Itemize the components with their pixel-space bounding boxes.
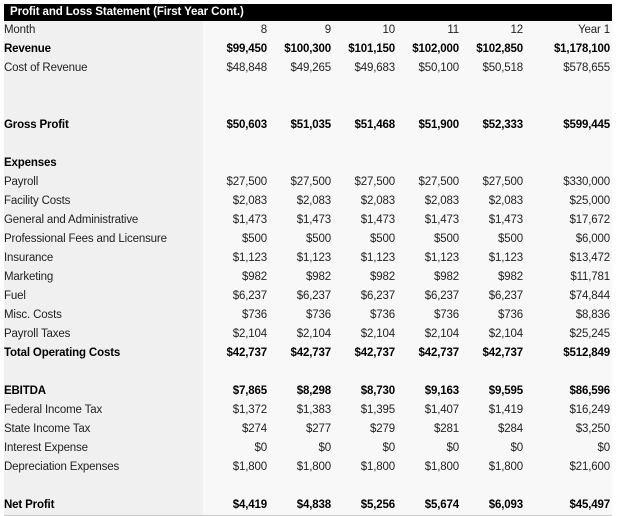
row-value: $1,419 <box>459 401 523 420</box>
row-value: $1,123 <box>395 249 459 268</box>
row-value: $8,298 <box>267 382 331 401</box>
spacer-cell <box>331 477 395 496</box>
row-value: $1,383 <box>267 401 331 420</box>
row-value: $16,249 <box>523 401 612 420</box>
row-label: Federal Income Tax <box>4 401 203 420</box>
table-row <box>4 40 612 59</box>
table-row <box>4 154 612 173</box>
spacer-cell <box>459 363 523 382</box>
row-label: Gross Profit <box>4 116 203 135</box>
row-value: $512,849 <box>523 344 612 363</box>
row-value: $50,518 <box>459 59 523 78</box>
row-value: $42,737 <box>395 344 459 363</box>
row-value: $8,836 <box>523 306 612 325</box>
spacer-cell <box>203 135 267 154</box>
spacer-cell <box>459 135 523 154</box>
row-value: $49,265 <box>267 59 331 78</box>
row-value: $27,500 <box>267 173 331 192</box>
row-value: $1,800 <box>331 458 395 477</box>
row-value: $13,472 <box>523 249 612 268</box>
row-label: Total Operating Costs <box>4 344 203 363</box>
table-row <box>4 325 612 344</box>
table-row <box>4 496 612 516</box>
table-row <box>4 59 612 78</box>
column-header-m9: 9 <box>267 21 331 40</box>
row-value <box>523 154 612 173</box>
statement-title: Profit and Loss Statement (First Year Cont.) <box>4 4 612 21</box>
row-value <box>331 154 395 173</box>
row-label: Payroll Taxes <box>4 325 203 344</box>
row-label: Facility Costs <box>4 192 203 211</box>
spacer-cell <box>395 135 459 154</box>
row-value: $1,123 <box>203 249 267 268</box>
row-value <box>203 154 267 173</box>
spacer-cell <box>203 97 267 116</box>
row-value: $5,674 <box>395 496 459 516</box>
row-value: $2,083 <box>395 192 459 211</box>
spacer-cell <box>4 363 203 382</box>
row-value: $1,123 <box>459 249 523 268</box>
row-value: $1,800 <box>459 458 523 477</box>
spacer-cell <box>331 97 395 116</box>
row-label: Fuel <box>4 287 203 306</box>
table-row <box>4 116 612 135</box>
row-value: $27,500 <box>203 173 267 192</box>
spacer-cell <box>4 78 203 97</box>
row-value: $500 <box>203 230 267 249</box>
row-value: $27,500 <box>459 173 523 192</box>
row-value: $0 <box>459 439 523 458</box>
spacer-cell <box>267 78 331 97</box>
row-value: $42,737 <box>331 344 395 363</box>
row-value: $25,245 <box>523 325 612 344</box>
spacer-row <box>4 363 612 382</box>
row-value: $0 <box>331 439 395 458</box>
row-value: $2,104 <box>331 325 395 344</box>
spacer-cell <box>267 477 331 496</box>
spacer-cell <box>459 477 523 496</box>
row-value: $982 <box>267 268 331 287</box>
row-value: $42,737 <box>203 344 267 363</box>
table-row <box>4 173 612 192</box>
row-label: General and Administrative <box>4 211 203 230</box>
spacer-cell <box>203 477 267 496</box>
row-value: $6,093 <box>459 496 523 516</box>
table-row <box>4 306 612 325</box>
row-value: $1,473 <box>395 211 459 230</box>
row-value: $0 <box>267 439 331 458</box>
spacer-cell <box>4 135 203 154</box>
spacer-cell <box>395 78 459 97</box>
row-value: $274 <box>203 420 267 439</box>
row-value: $9,595 <box>459 382 523 401</box>
row-label: Interest Expense <box>4 439 203 458</box>
table-row <box>4 211 612 230</box>
table-body <box>4 21 612 516</box>
row-value <box>395 154 459 173</box>
row-value: $2,083 <box>267 192 331 211</box>
row-value: $42,737 <box>267 344 331 363</box>
row-value: $49,683 <box>331 59 395 78</box>
row-value: $4,838 <box>267 496 331 516</box>
row-value: $25,000 <box>523 192 612 211</box>
spacer-cell <box>523 363 612 382</box>
row-label: Cost of Revenue <box>4 59 203 78</box>
row-value: $51,900 <box>395 116 459 135</box>
row-value: $100,300 <box>267 40 331 59</box>
row-value: $599,445 <box>523 116 612 135</box>
row-value: $500 <box>331 230 395 249</box>
row-label: Marketing <box>4 268 203 287</box>
row-value: $1,372 <box>203 401 267 420</box>
row-label: EBITDA <box>4 382 203 401</box>
row-value: $982 <box>203 268 267 287</box>
spacer-cell <box>331 363 395 382</box>
row-value: $736 <box>331 306 395 325</box>
row-value: $1,473 <box>459 211 523 230</box>
table-row <box>4 192 612 211</box>
table-header-row <box>4 21 612 40</box>
spacer-cell <box>267 363 331 382</box>
row-value: $500 <box>267 230 331 249</box>
row-value: $6,237 <box>203 287 267 306</box>
profit-and-loss-table <box>4 21 612 516</box>
row-value: $2,104 <box>203 325 267 344</box>
row-value: $1,395 <box>331 401 395 420</box>
row-value: $11,781 <box>523 268 612 287</box>
row-value: $101,150 <box>331 40 395 59</box>
row-value: $6,237 <box>267 287 331 306</box>
row-value: $0 <box>523 439 612 458</box>
column-header-m8: 8 <box>203 21 267 40</box>
row-value: $21,600 <box>523 458 612 477</box>
row-value: $7,865 <box>203 382 267 401</box>
table-row <box>4 420 612 439</box>
row-value: $51,468 <box>331 116 395 135</box>
row-value: $279 <box>331 420 395 439</box>
spacer-row <box>4 135 612 154</box>
spacer-cell <box>523 97 612 116</box>
spacer-cell <box>395 477 459 496</box>
column-header-m11: 11 <box>395 21 459 40</box>
row-value: $51,035 <box>267 116 331 135</box>
row-value: $0 <box>395 439 459 458</box>
row-value: $0 <box>203 439 267 458</box>
row-value: $52,333 <box>459 116 523 135</box>
row-value: $736 <box>395 306 459 325</box>
spacer-cell <box>203 78 267 97</box>
row-label: Depreciation Expenses <box>4 458 203 477</box>
row-value: $5,256 <box>331 496 395 516</box>
row-label: Misc. Costs <box>4 306 203 325</box>
row-value: $1,407 <box>395 401 459 420</box>
row-value: $9,163 <box>395 382 459 401</box>
row-value <box>459 154 523 173</box>
row-value: $6,237 <box>331 287 395 306</box>
spacer-cell <box>203 363 267 382</box>
row-value: $4,419 <box>203 496 267 516</box>
spacer-cell <box>459 97 523 116</box>
row-value: $1,800 <box>267 458 331 477</box>
row-value: $281 <box>395 420 459 439</box>
row-value: $48,848 <box>203 59 267 78</box>
row-value: $1,123 <box>267 249 331 268</box>
row-label: Expenses <box>4 154 203 173</box>
table-row <box>4 344 612 363</box>
row-value: $74,844 <box>523 287 612 306</box>
row-value: $2,104 <box>459 325 523 344</box>
row-value: $2,083 <box>331 192 395 211</box>
row-value: $1,800 <box>395 458 459 477</box>
spacer-cell <box>523 135 612 154</box>
row-label: Professional Fees and Licensure <box>4 230 203 249</box>
row-value: $284 <box>459 420 523 439</box>
row-value: $500 <box>459 230 523 249</box>
row-value: $45,497 <box>523 496 612 516</box>
row-value: $17,672 <box>523 211 612 230</box>
row-value: $500 <box>395 230 459 249</box>
row-value: $2,083 <box>203 192 267 211</box>
row-label: Payroll <box>4 173 203 192</box>
row-value: $1,473 <box>203 211 267 230</box>
spacer-row <box>4 78 612 97</box>
row-value: $42,737 <box>459 344 523 363</box>
column-header-m10: 10 <box>331 21 395 40</box>
row-value: $1,800 <box>203 458 267 477</box>
column-header-m12: 12 <box>459 21 523 40</box>
spacer-row <box>4 97 612 116</box>
table-row <box>4 268 612 287</box>
row-value: $982 <box>331 268 395 287</box>
spacer-cell <box>267 97 331 116</box>
spacer-cell <box>4 97 203 116</box>
table-row <box>4 458 612 477</box>
row-value: $982 <box>459 268 523 287</box>
spacer-cell <box>331 78 395 97</box>
row-value: $6,000 <box>523 230 612 249</box>
row-value: $6,237 <box>395 287 459 306</box>
row-value: $736 <box>267 306 331 325</box>
spacer-cell <box>4 477 203 496</box>
row-value: $277 <box>267 420 331 439</box>
row-value: $2,083 <box>459 192 523 211</box>
spacer-row <box>4 477 612 496</box>
row-value: $3,250 <box>523 420 612 439</box>
row-value: $50,100 <box>395 59 459 78</box>
row-label: Net Profit <box>4 496 203 516</box>
row-label: Insurance <box>4 249 203 268</box>
row-value: $736 <box>459 306 523 325</box>
row-value: $102,000 <box>395 40 459 59</box>
spacer-cell <box>395 97 459 116</box>
row-value: $982 <box>395 268 459 287</box>
row-value: $1,473 <box>331 211 395 230</box>
row-value: $1,123 <box>331 249 395 268</box>
table-row <box>4 287 612 306</box>
row-value: $50,603 <box>203 116 267 135</box>
row-label: Revenue <box>4 40 203 59</box>
row-value: $86,596 <box>523 382 612 401</box>
table-row <box>4 230 612 249</box>
row-value: $578,655 <box>523 59 612 78</box>
spacer-cell <box>267 135 331 154</box>
table-row <box>4 439 612 458</box>
row-value: $99,450 <box>203 40 267 59</box>
table-row <box>4 249 612 268</box>
column-header-year1: Year 1 <box>523 21 612 40</box>
table-row <box>4 401 612 420</box>
row-value: $6,237 <box>459 287 523 306</box>
row-value: $330,000 <box>523 173 612 192</box>
spacer-cell <box>523 78 612 97</box>
row-value: $1,473 <box>267 211 331 230</box>
row-value: $2,104 <box>267 325 331 344</box>
row-value: $27,500 <box>331 173 395 192</box>
row-value: $1,178,100 <box>523 40 612 59</box>
row-value: $102,850 <box>459 40 523 59</box>
column-header-month: Month <box>4 21 203 40</box>
spacer-cell <box>459 78 523 97</box>
row-value <box>267 154 331 173</box>
row-value: $8,730 <box>331 382 395 401</box>
spacer-cell <box>331 135 395 154</box>
row-value: $27,500 <box>395 173 459 192</box>
row-value: $2,104 <box>395 325 459 344</box>
row-label: State Income Tax <box>4 420 203 439</box>
row-value: $736 <box>203 306 267 325</box>
spacer-cell <box>395 363 459 382</box>
table-row <box>4 382 612 401</box>
spacer-cell <box>523 477 612 496</box>
